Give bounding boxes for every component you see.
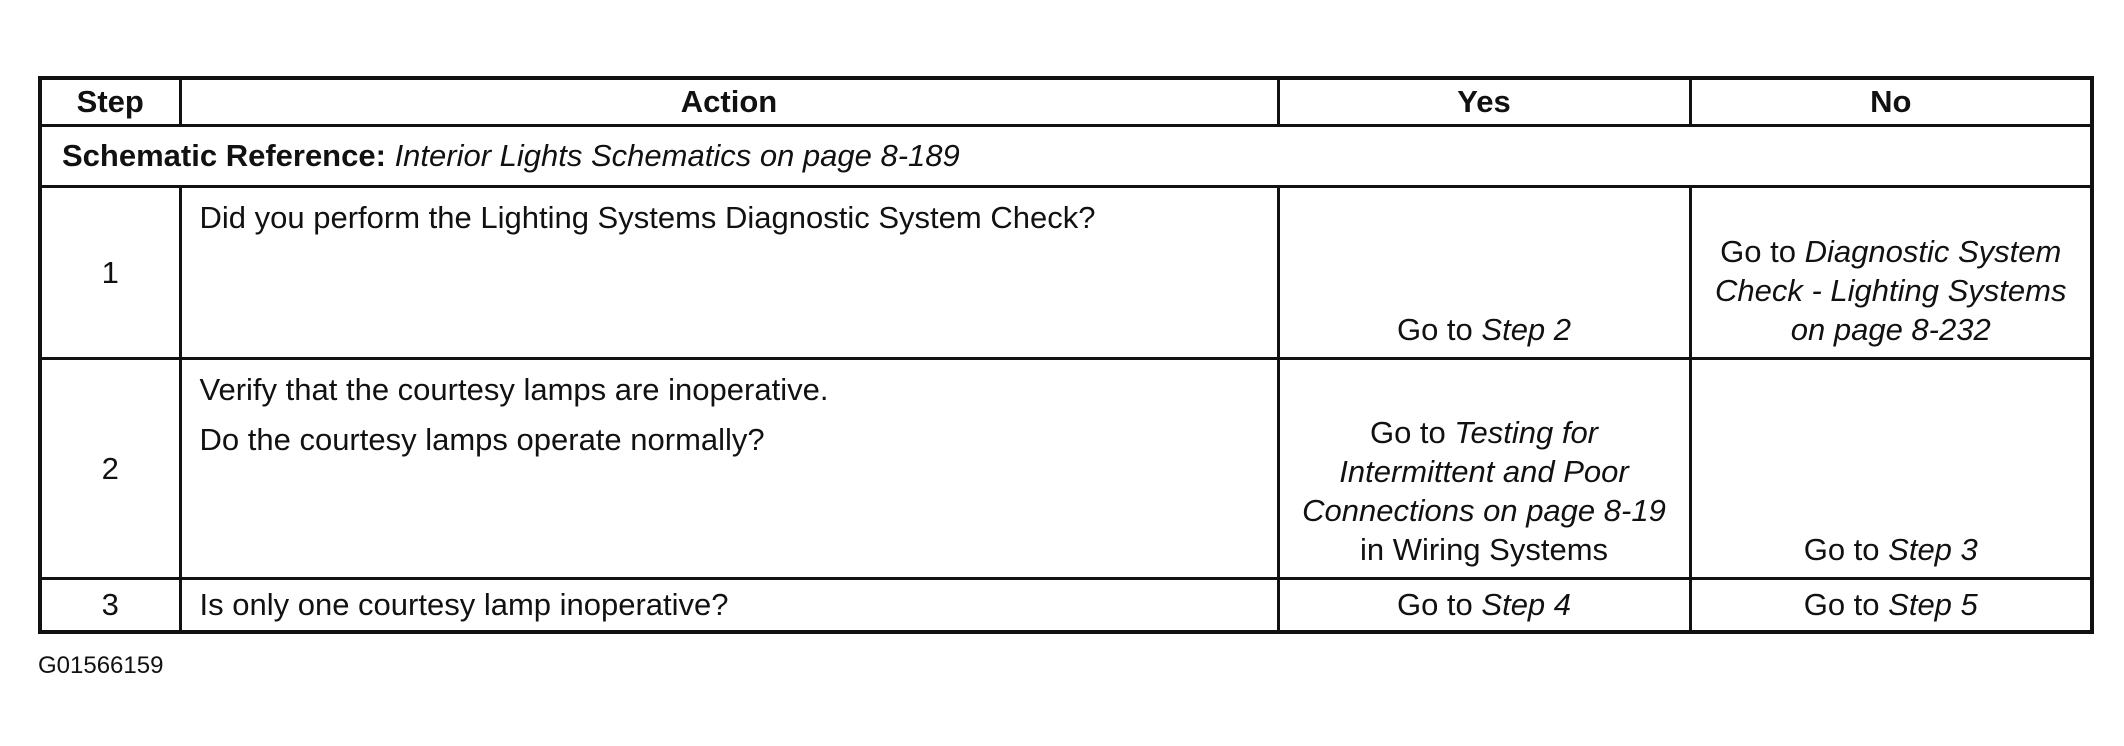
schematic-reference-label: Schematic Reference: [62,138,386,173]
action-text: Is only one courtesy lamp inoperative? [199,587,729,622]
schematic-reference [40,126,2092,187]
yes-prefix: Go to [1396,312,1482,347]
yes-cell [1278,187,1690,359]
yes-prefix: Go to [1369,415,1455,450]
yes-cell [1278,579,1690,633]
no-prefix: Go to [1803,532,1889,567]
table-row [40,579,2092,633]
step-number: 1 [40,187,180,359]
diagnostic-table [38,76,2094,634]
action-cell [180,359,1278,579]
yes-link[interactable]: Step 2 [1481,312,1572,347]
action-cell [180,187,1278,359]
step-number: 3 [40,579,180,633]
no-link[interactable]: Step 3 [1888,532,1978,567]
no-cell [1690,359,2092,579]
figure-id: G01566159 [38,652,164,679]
header-action: Action [180,78,1278,126]
no-link[interactable]: Step 5 [1888,587,1978,622]
yes-prefix: Go to [1396,587,1482,622]
no-prefix: Go to [1720,234,1805,269]
table-row [40,359,2092,579]
no-cell [1690,579,2092,633]
action-text: Did you perform the Lighting Systems Diagnostic System Check? [199,200,1096,235]
schematic-reference-row [40,126,2092,187]
header-row [40,78,2092,126]
yes-cell [1278,359,1690,579]
yes-suffix: in Wiring Systems [1359,532,1609,567]
yes-link[interactable]: Testing for Intermittent and Poor Connections on page 8-19 [1302,415,1666,528]
schematic-reference-link[interactable]: Interior Lights Schematics on page 8-189 [394,138,960,173]
action-cell [180,579,1278,633]
yes-link[interactable]: Step 4 [1481,587,1572,622]
no-link[interactable]: Diagnostic System Check - Lighting Systems on page 8-232 [1715,234,2067,347]
header-step: Step [40,78,180,126]
action-text: Do the courtesy lamps operate normally? [199,422,765,457]
no-prefix: Go to [1803,587,1889,622]
no-cell [1690,187,2092,359]
header-no: No [1690,78,2092,126]
action-text: Verify that the courtesy lamps are inoperative. [199,372,829,407]
table-row [40,187,2092,359]
step-number: 2 [40,359,180,579]
header-yes: Yes [1278,78,1690,126]
